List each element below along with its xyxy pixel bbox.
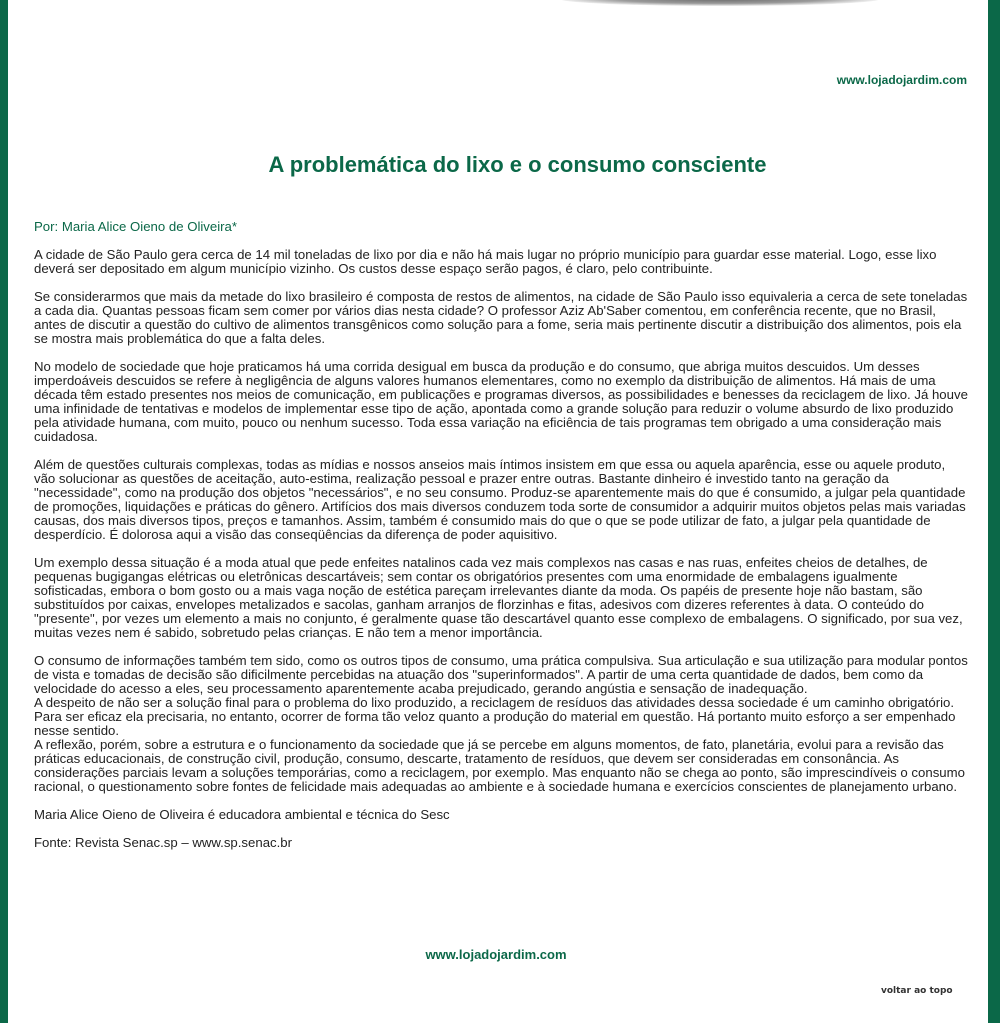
author-bio: Maria Alice Oieno de Oliveira é educadora ambiental e técnica do Sesc (34, 807, 450, 822)
back-to-top-link[interactable]: voltar ao topo (881, 986, 953, 996)
paragraph: Se considerarmos que mais da metade do lixo brasileiro é composta de restos de alimentos, na cidade de São Paulo isso equivaleria a cerca de sete toneladas a cada dia. Quantas pessoas ficam sem comer por vários dias nesta cidade? O professor Aziz Ab'Saber comentou, em conferência recente, que no Brasil, antes de discutir a questão do cultivo de alimentos transgênicos como solução para a fome, seria mais pertinente discutir a distribuição dos alimentos, pois ela se mostra mais problemática do que a falta deles. (34, 289, 968, 346)
paragraph: A cidade de São Paulo gera cerca de 14 mil toneladas de lixo por dia e não há mais lugar no próprio município para guardar esse material. Logo, esse lixo deverá ser depositado em algum município vizinho. Os custos desse espaço serão pagos, é claro, pelo contribuinte. (34, 247, 937, 276)
source-line: Fonte: Revista Senac.sp – www.sp.senac.br (34, 835, 293, 850)
paragraph: Um exemplo dessa situação é a moda atual que pede enfeites natalinos cada vez mais complexos nas casas e nas ruas, enfeites cheios de detalhes, de pequenas bugigangas elétricas ou eletrônicas descartáveis; sem contar os obrigatórios presentes com uma enormidade de embalagens igualmente sofisticadas, embora o bom gosto ou a mais vaga noção de estética pareçam irrelevantes diante da moda. Os papéis de presente hoje não bastam, são substituídos por caixas, envelopes metalizados e sacolas, ganham arranjos de florzinhas e fitas, adesivos com dizeres referentes à data. O conteúdo do "presente", por vezes um elemento a mais no conjunto, é geralmente quase tão descartável quanto esse complexo de embalagens. O significado, por sua vez, muitas vezes nem é sabido, sobretudo pelas crianças. E não tem a menor importância. (34, 555, 963, 640)
header-site-link[interactable]: www.lojadojardim.com (836, 73, 967, 87)
paragraph: Além de questões culturais complexas, todas as mídias e nossos anseios mais íntimos insistem em que essa ou aquela aparência, esse ou aquele produto, vão solucionar as questões de aceitação, auto-estima, realização pessoal e prazer entre outras. Bastante dinheiro é investido tanto na geração da "necessidade", como na produção dos objetos "necessários", e no seu consumo. Produz-se aparentemente mais do que é consumido, a julgar pela quantidade de promoções, liquidações e práticas do gênero. Artifícios dos mais diversos conduzem toda sorte de consumidor a adquirir muitos objetos pelas mais variadas causas, dos mais diversos tipos, preços e tamanhos. Assim, também é consumido mais do que o que se pode utilizar de fato, a julgar pela quantidade de desperdício. É dolorosa aqui a visão das conseqüências da diferença de poder aquisitivo. (34, 457, 966, 542)
author-line: Por: Maria Alice Oieno de Oliveira* (34, 219, 238, 234)
article-title: A problemática do lixo e o consumo consciente (268, 152, 767, 177)
article-body (34, 220, 970, 864)
paragraph: O consumo de informações também tem sido, como os outros tipos de consumo, uma prática compulsiva. Sua articulação e sua utilização para modular pontos de vista e tomadas de decisão são dificilmente percebidas na atuação dos "superinformados". A partir de uma certa quantidade de dados, bem como da velocidade do acesso a eles, seu processamento aparentemente acaba prejudicado, gerando angústia e sensação de inadequação. A despeito de não ser a solução final para o problema do lixo produzido, a reciclagem de resíduos das atividades dessa sociedade é um caminho obrigatório. Para ser eficaz ela precisaria, no entanto, ocorrer de forma tão veloz quanto a produção do material em questão. Há portanto muito esforço a ser empenhado nesse sentido. A reflexão, porém, sobre a estrutura e o funcionamento da sociedade que já se percebe em alguns momentos, de fato, planetária, evolui para a revisão das práticas educacionais, de construção civil, produção, consumo, descarte, tratamento de resíduos, que devem ser consideradas em consonância. As considerações parciais levam a soluções temporárias, como a reciclagem, por exemplo. Mas enquanto não se chega ao ponto, são imprescindíveis o consumo racional, o questionamento sobre fontes de felicidade mais adequadas ao ambiente e à sociedade humana e exercícios conscientes de planejamento urbano. (34, 653, 968, 794)
paragraph: No modelo de sociedade que hoje praticamos há uma corrida desigual em busca da produção e do consumo, que abriga muitos descuidos. Um desses imperdoáveis descuidos se refere à negligência de alguns valores humanos elementares, como no exemplo da distribuição de alimentos. Há mais de uma década têm estado presentes nos meios de comunicação, em publicações e programas diversos, as possibilidades e benesses da reciclagem de lixo. Já houve uma infinidade de tentativas e modelos de implementar esse tipo de ação, apontada como a grande solução para reduzir o volume absurdo de lixo produzido pela atividade humana, com muito, pouco ou nenhum sucesso. Toda essa variação na eficiência de tais programas tem obrigado a uma consideração mais cuidadosa. (34, 359, 968, 444)
footer-site-link[interactable]: www.lojadojardim.com (425, 947, 567, 962)
top-decoration (560, 0, 880, 6)
